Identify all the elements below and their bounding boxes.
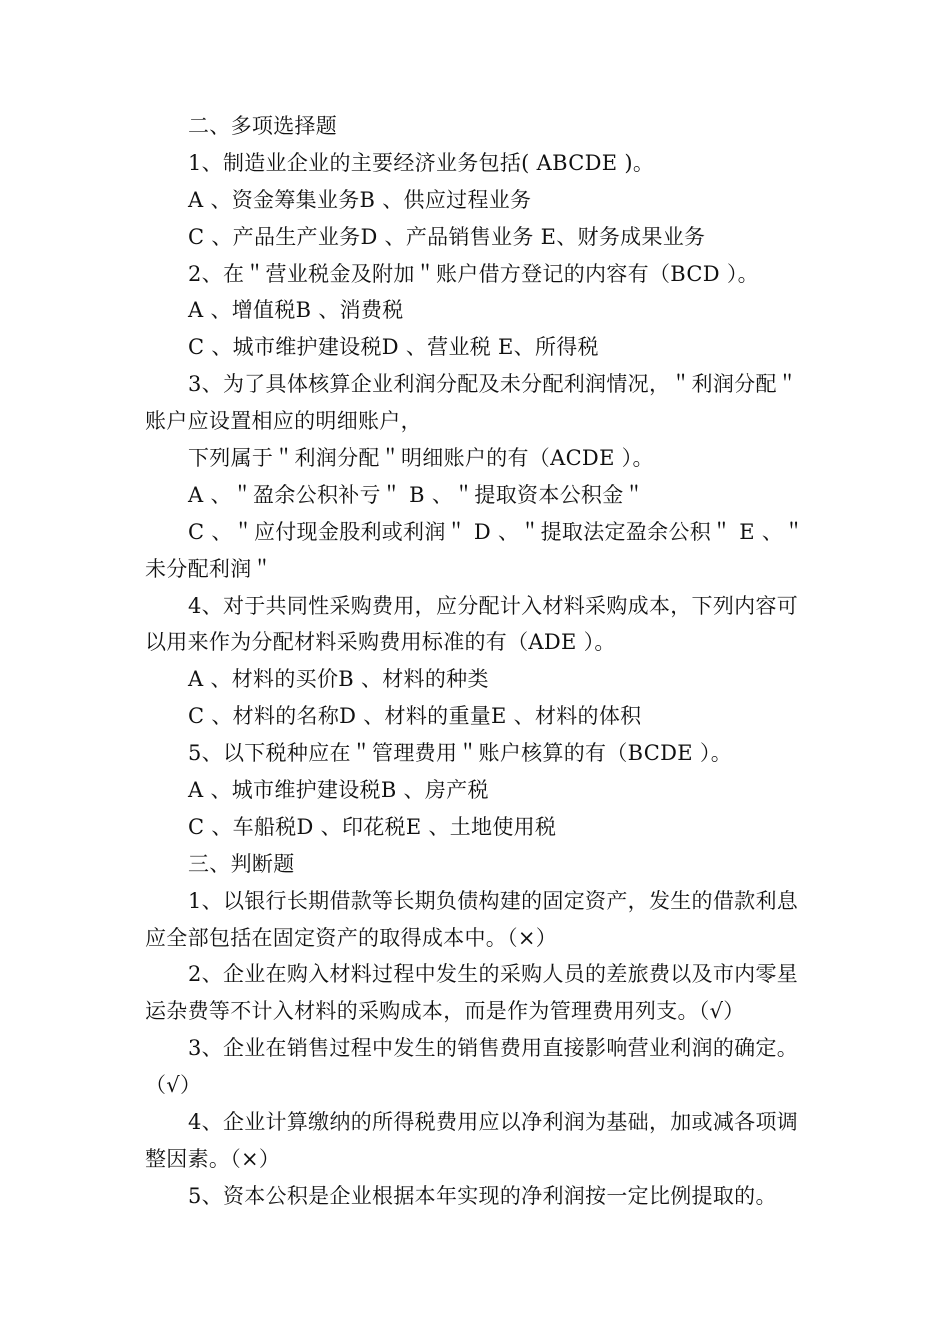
document-body [145, 108, 810, 1215]
question-line: 4、对于共同性采购费用，应分配计入材料采购成本，下列内容可 [188, 593, 799, 618]
question-line: 3、为了具体核算企业利润分配及未分配利润情况，＂利润分配＂ [188, 372, 799, 397]
option-line: C 、车船税D 、印花税E 、土地使用税 [188, 814, 557, 839]
option-line: A 、资金筹集业务B 、供应过程业务 [188, 187, 532, 212]
question-line: 下列属于＂利润分配＂明细账户的有（ACDE ）。 [188, 446, 654, 471]
option-line: A 、材料的买价B 、材料的种类 [188, 667, 489, 692]
question-line: 5、资本公积是企业根据本年实现的净利润按一定比例提取的。 [188, 1183, 777, 1208]
question-line: 2、在＂营业税金及附加＂账户借方登记的内容有（BCD ）。 [188, 261, 759, 286]
option-line: A 、＂盈余公积补亏＂ B 、＂提取资本公积金＂ [188, 482, 645, 507]
option-line-continued: 未分配利润＂ [145, 556, 273, 581]
option-line: A 、城市维护建设税B 、房产税 [188, 778, 489, 803]
question-line-continued: 应全部包括在固定资产的取得成本中。（×） [145, 925, 558, 950]
question-line-continued: 整因素。（×） [145, 1146, 281, 1171]
question-line: 5、以下税种应在＂管理费用＂账户核算的有（BCDE ）。 [188, 741, 732, 766]
option-line: C 、产品生产业务D 、产品销售业务 E、财务成果业务 [188, 224, 706, 249]
option-line: A 、增值税B 、消费税 [188, 298, 404, 323]
question-line: 2、企业在购入材料过程中发生的采购人员的差旅费以及市内零星 [188, 962, 799, 987]
option-line: C 、城市维护建设税D 、营业税 E、所得税 [188, 335, 599, 360]
option-line: C 、＂应付现金股利或利润＂ D 、＂提取法定盈余公积＂ E 、＂ [188, 519, 805, 544]
question-line: 3、企业在销售过程中发生的销售费用直接影响营业利润的确定。 [188, 1036, 799, 1061]
section-heading: 三、判断题 [188, 851, 295, 876]
question-line-continued: 账户应设置相应的明细账户， [145, 409, 422, 434]
question-line-continued: 以用来作为分配材料采购费用标准的有（ADE ）。 [145, 630, 616, 655]
section-heading: 二、多项选择题 [188, 114, 338, 138]
option-line: C 、材料的名称D 、材料的重量E 、材料的体积 [188, 704, 642, 729]
question-line-continued: （√） [145, 1073, 202, 1098]
question-line: 4、企业计算缴纳的所得税费用应以净利润为基础，加或减各项调 [188, 1110, 799, 1135]
question-line: 1、制造业企业的主要经济业务包括( ABCDE )。 [188, 150, 655, 175]
question-line-continued: 运杂费等不计入材料的采购成本，而是作为管理费用列支。（√） [145, 999, 745, 1024]
question-line: 1、以银行长期借款等长期负债构建的固定资产，发生的借款利息 [188, 888, 799, 913]
